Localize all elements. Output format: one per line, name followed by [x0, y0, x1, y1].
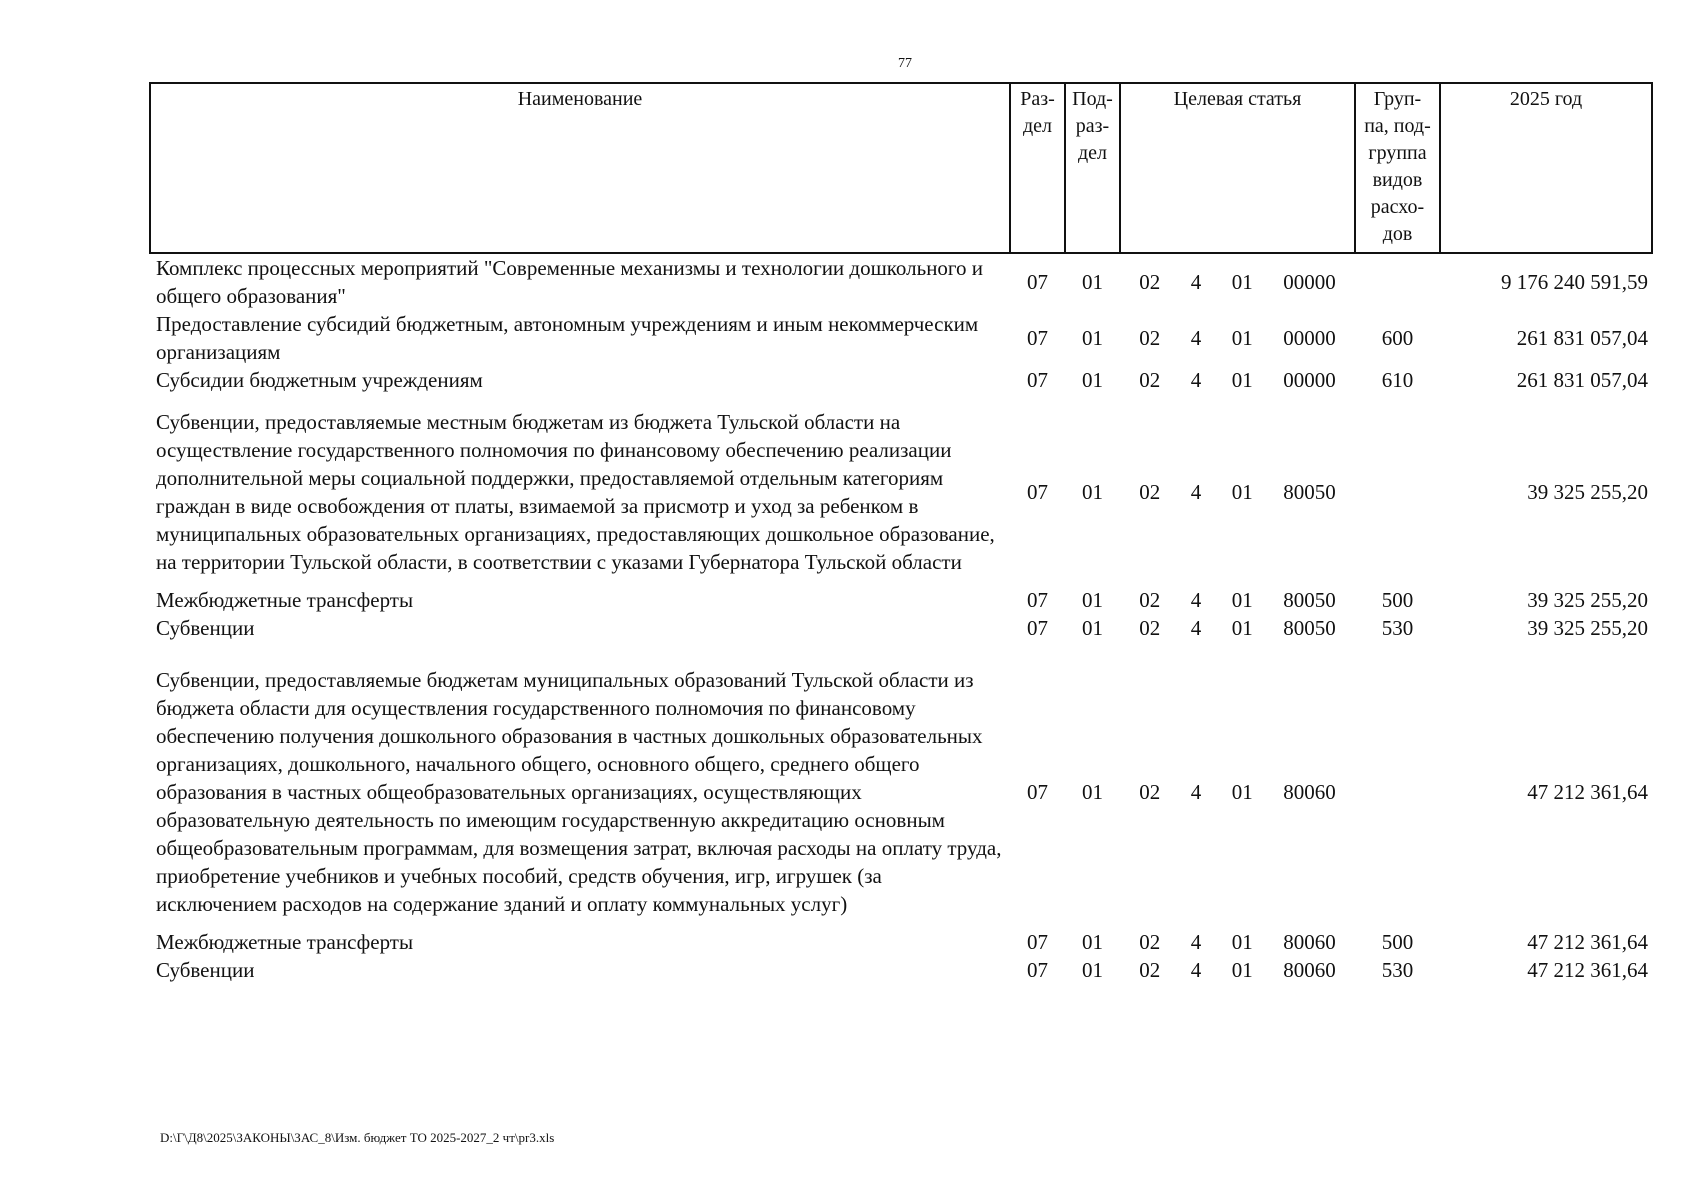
- target-code-part: 01: [1231, 930, 1253, 954]
- file-path-footer: D:\Г\Д8\2025\ЗАКОНЫ\ЗАС_8\Изм. бюджет ТО 2025-2027_2 чт\pr3.xls: [160, 1130, 555, 1145]
- table-row: [150, 394, 1652, 586]
- target-code-part: 02: [1139, 616, 1161, 640]
- target-code-part: 02: [1139, 930, 1161, 954]
- row-name: Субвенции, предоставляемые бюджетам муниципальных образований Тульской области из бюджета области для осуществления государственного полномочия по финансовому обеспечению получения дошкольного образования в частных дошкольных образовательных организациях, дошкольного, начального общего, основного общего, среднего общего образования в частных общеобразовательных организациях, осуществляющих образовательную деятельность по имеющим государственную аккредитацию основным общеобразовательным программам, для возмещения затрат, включая расходы на оплату труда, приобретение учебников и учебных пособий, средств обучения, игр, игрушек (за исключением расходов на содержание зданий и оплату коммунальных услуг): [156, 668, 1002, 916]
- budget-table-container: [149, 82, 1651, 984]
- row-group: 530: [1381, 958, 1414, 982]
- target-code-part: 02: [1139, 958, 1161, 982]
- row-razdel: 07: [1027, 780, 1048, 804]
- target-code-part: 01: [1231, 588, 1253, 612]
- row-name: Субвенции, предоставляемые местным бюджетам из бюджета Тульской области на осуществление государственного полномочия по финансовому обеспечению реализации дополнительной меры социальной поддержки, предоставляемой отдельным категориям граждан в виде освобождения от платы, взимаемой за присмотр и уход за ребенком в муниципальных образовательных организациях, предоставляющих дошкольное образование, на территории Тульской области, в соответствии с указами Губернатора Тульской области: [156, 410, 995, 574]
- target-code-part: 4: [1190, 958, 1202, 982]
- row-target: [1120, 310, 1355, 366]
- target-code-part: 01: [1231, 270, 1253, 294]
- row-name: Субвенции: [156, 958, 255, 982]
- row-razdel: 07: [1027, 958, 1048, 982]
- row-group: 600: [1381, 326, 1414, 350]
- table-row: [150, 253, 1652, 310]
- row-group: 530: [1381, 616, 1414, 640]
- row-target: [1120, 928, 1355, 956]
- target-code-part: 01: [1231, 326, 1253, 350]
- target-code-part: 4: [1190, 616, 1202, 640]
- header-year: 2025 год: [1440, 83, 1652, 253]
- target-code-part: 02: [1139, 588, 1161, 612]
- target-code-part: 01: [1231, 368, 1253, 392]
- row-amount: 261 831 057,04: [1516, 368, 1648, 392]
- row-amount: 39 325 255,20: [1527, 616, 1648, 640]
- row-target: [1120, 652, 1355, 928]
- row-amount: 261 831 057,04: [1516, 326, 1648, 350]
- row-podrazdel: 01: [1082, 780, 1103, 804]
- row-name: Субвенции: [156, 616, 255, 640]
- row-amount: 39 325 255,20: [1527, 588, 1648, 612]
- row-group: 500: [1381, 588, 1414, 612]
- row-razdel: 07: [1027, 616, 1048, 640]
- target-code-part: 4: [1190, 368, 1202, 392]
- target-code-part: 01: [1231, 616, 1253, 640]
- table-row: [150, 586, 1652, 614]
- target-code-part: 01: [1231, 958, 1253, 982]
- row-amount: 47 212 361,64: [1527, 930, 1648, 954]
- table-row: [150, 928, 1652, 956]
- table-row: [150, 652, 1652, 928]
- row-target: [1120, 956, 1355, 984]
- target-code-part: 01: [1231, 480, 1253, 504]
- header-group: Груп- па, под- группа видов расхо- дов: [1355, 83, 1440, 253]
- budget-table: [149, 82, 1653, 984]
- target-code-part: 02: [1139, 480, 1161, 504]
- row-target: [1120, 586, 1355, 614]
- table-row: [150, 956, 1652, 984]
- row-group: [1355, 253, 1440, 310]
- target-code-part: 00000: [1283, 368, 1336, 392]
- target-code-part: 80060: [1283, 958, 1336, 982]
- row-razdel: 07: [1027, 326, 1048, 350]
- row-razdel: 07: [1027, 930, 1048, 954]
- row-name: Предоставление субсидий бюджетным, автономным учреждениям и иным некоммерческим организациям: [156, 312, 979, 364]
- row-target: [1120, 366, 1355, 394]
- row-podrazdel: 01: [1082, 616, 1103, 640]
- target-code-part: 4: [1190, 930, 1202, 954]
- row-target: [1120, 614, 1355, 652]
- target-code-part: 80050: [1283, 588, 1336, 612]
- row-group: 610: [1381, 368, 1414, 392]
- row-podrazdel: 01: [1082, 588, 1103, 612]
- target-code-part: 00000: [1283, 326, 1336, 350]
- target-code-part: 80050: [1283, 480, 1336, 504]
- row-name: Межбюджетные трансферты: [156, 930, 414, 954]
- table-header-row: [150, 83, 1652, 253]
- target-code-part: 80050: [1283, 616, 1336, 640]
- row-podrazdel: 01: [1082, 270, 1103, 294]
- row-target: [1120, 394, 1355, 586]
- target-code-part: 02: [1139, 326, 1161, 350]
- table-row: [150, 310, 1652, 366]
- target-code-part: 4: [1190, 480, 1202, 504]
- header-target: Целевая статья: [1120, 83, 1355, 253]
- row-razdel: 07: [1027, 480, 1048, 504]
- target-code-part: 4: [1190, 588, 1202, 612]
- row-target: [1120, 253, 1355, 310]
- target-code-part: 80060: [1283, 930, 1336, 954]
- target-code-part: 02: [1139, 780, 1161, 804]
- row-name: Субсидии бюджетным учреждениям: [156, 368, 483, 392]
- page-number: 77: [898, 56, 912, 71]
- target-code-part: 01: [1231, 780, 1253, 804]
- row-name: Комплекс процессных мероприятий "Современные механизмы и технологии дошкольного и общего образования": [156, 256, 984, 308]
- target-code-part: 00000: [1283, 270, 1336, 294]
- row-amount: 9 176 240 591,59: [1501, 270, 1648, 294]
- target-code-part: 80060: [1283, 780, 1336, 804]
- target-code-part: 4: [1190, 270, 1202, 294]
- target-code-part: 02: [1139, 368, 1161, 392]
- row-podrazdel: 01: [1082, 480, 1103, 504]
- row-podrazdel: 01: [1082, 958, 1103, 982]
- row-razdel: 07: [1027, 270, 1048, 294]
- target-code-part: 02: [1139, 270, 1161, 294]
- row-name: Межбюджетные трансферты: [156, 588, 414, 612]
- row-podrazdel: 01: [1082, 368, 1103, 392]
- row-group: [1355, 652, 1440, 928]
- header-razdel: Раз- дел: [1010, 83, 1065, 253]
- table-row: [150, 614, 1652, 652]
- target-code-part: 4: [1190, 780, 1202, 804]
- row-razdel: 07: [1027, 588, 1048, 612]
- row-amount: 39 325 255,20: [1527, 480, 1648, 504]
- row-amount: 47 212 361,64: [1527, 958, 1648, 982]
- row-razdel: 07: [1027, 368, 1048, 392]
- row-amount: 47 212 361,64: [1527, 780, 1648, 804]
- target-code-part: 4: [1190, 326, 1202, 350]
- header-name: Наименование: [150, 83, 1010, 253]
- header-podrazdel: Под- раз- дел: [1065, 83, 1120, 253]
- row-group: [1355, 394, 1440, 586]
- row-podrazdel: 01: [1082, 930, 1103, 954]
- row-podrazdel: 01: [1082, 326, 1103, 350]
- row-group: 500: [1381, 930, 1414, 954]
- table-body: [150, 253, 1652, 984]
- table-row: [150, 366, 1652, 394]
